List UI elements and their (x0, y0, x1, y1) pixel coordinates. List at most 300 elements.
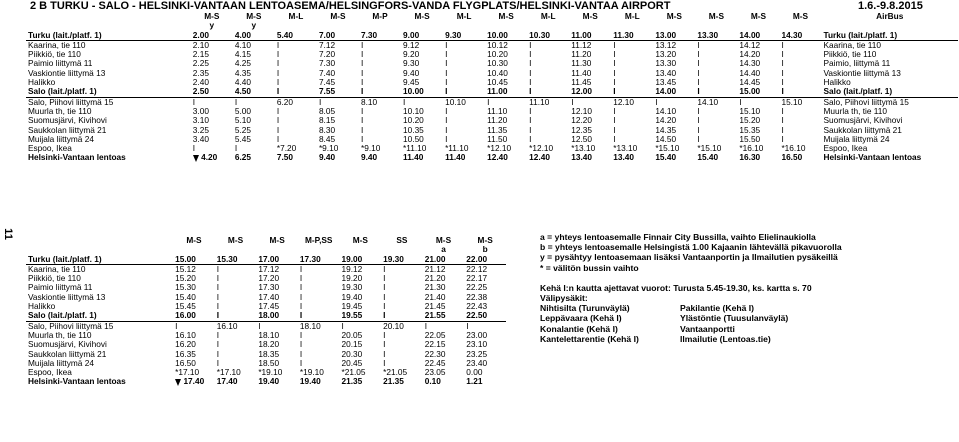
departure-time: I (529, 59, 532, 69)
departure-time: 11.45 (571, 78, 592, 88)
table-row (26, 293, 506, 302)
departure-time: 15.45 (175, 302, 196, 312)
departure-time: I (299, 292, 303, 302)
departure-time: *17.10 (175, 368, 200, 378)
departure-time: 13.40 (571, 153, 592, 163)
departure-time: 17.00 (256, 255, 298, 265)
stop-name: Muijala liittymä 24 (28, 358, 94, 368)
departure-time: 20.30 (341, 349, 363, 359)
departure-time: I (403, 97, 406, 107)
departure-time: 21.35 (383, 377, 404, 387)
operating-days: M-S (477, 236, 493, 245)
stop-name: Konalantie (Kehä I) (540, 323, 618, 334)
departure-time: 19.40 (341, 292, 363, 302)
departure-time: I (529, 125, 532, 135)
departure-time: 16.20 (175, 340, 196, 350)
stop-name: Salo (lait./platf. 1) (26, 87, 191, 97)
blank-cell (26, 245, 173, 254)
departure-time: 17.45 (258, 302, 280, 312)
departure-time: *13.10 (571, 144, 596, 154)
route-title: 2 B TURKU - SALO - HELSINKI-VANTAAN LENTOASEMA/HELSINGFORS-VANDA FLYGPLATS/HELSINKI-VANTAA AIRPORT (30, 0, 671, 12)
departure-time: 17.30 (298, 255, 340, 265)
departure-time: 19.30 (341, 283, 363, 293)
departure-time: I (781, 125, 784, 135)
departure-time: *21.05 (341, 368, 366, 378)
departure-time: 11.30 (571, 59, 592, 69)
departure-time: 22.17 (466, 274, 488, 284)
departure-time: 15.12 (175, 264, 196, 274)
stop-name: Piikkiö, tie 110 (28, 50, 81, 60)
departure-time: I (192, 144, 196, 154)
departure-time: I (192, 97, 196, 107)
departure-time: 12.20 (571, 116, 592, 126)
departure-time: 10.30 (527, 31, 569, 41)
stop-name-right: Espoo, Ikea (823, 144, 868, 154)
departure-time: 20.05 (341, 330, 363, 340)
departure-time: 7.30 (318, 59, 336, 69)
departure-time: 5.00 (234, 106, 251, 116)
departure-time: 14.10 (697, 97, 719, 107)
blank-cell (26, 12, 191, 21)
note-marker (737, 21, 779, 30)
departure-time: 10.00 (401, 87, 443, 97)
page-number: 11 (1, 228, 14, 240)
departure-time: 20.15 (341, 340, 363, 350)
departure-time: I (216, 358, 220, 368)
table-row (26, 264, 506, 274)
departure-time: 11.00 (485, 87, 527, 97)
departure-time: I (697, 116, 700, 126)
departure-time: I (445, 134, 448, 144)
days-row (26, 236, 506, 245)
operating-days: M-S (582, 12, 598, 21)
departure-time: 20.45 (341, 358, 363, 368)
departure-time: 6.20 (276, 97, 294, 107)
departure-time: I (360, 125, 364, 135)
departure-time: I (781, 40, 784, 50)
blank-cell (822, 21, 959, 30)
departure-time: 12.50 (571, 134, 592, 144)
departure-time: 13.12 (655, 40, 677, 50)
departure-time: 13.30 (695, 31, 737, 41)
departure-time: I (613, 134, 616, 144)
departure-time: *19.10 (299, 368, 324, 378)
table-row (26, 302, 506, 311)
departure-time: 13.45 (655, 78, 677, 88)
departure-time: 21.35 (341, 377, 363, 387)
departure-time: 13.30 (655, 59, 677, 69)
departure-time: I (739, 97, 742, 107)
departure-time: I (424, 321, 428, 331)
departure-time: 14.12 (739, 40, 761, 50)
blank-cell (26, 236, 173, 245)
departure-time: *19.10 (258, 368, 283, 378)
table-row (26, 144, 958, 153)
departure-time: 15.30 (175, 283, 196, 293)
note-marker (340, 245, 382, 254)
departure-time: I (383, 292, 386, 302)
departure-time: 10.10 (445, 97, 466, 107)
departure-time: *11.10 (445, 144, 469, 154)
departure-time: I (529, 106, 532, 116)
departure-time: I (655, 97, 658, 107)
departure-time: I (697, 134, 700, 144)
departure-time: I (613, 116, 616, 126)
departure-time: 16.50 (781, 153, 803, 163)
departure-time: I (276, 40, 280, 50)
departure-time: 12.40 (529, 153, 550, 163)
departure-time: I (445, 125, 448, 135)
note-marker (275, 21, 317, 30)
departure-time: 16.50 (175, 358, 196, 368)
departure-time: 23.10 (466, 340, 488, 350)
departure-time: I (341, 321, 344, 331)
departure-time: 19.12 (341, 264, 363, 274)
departure-time: 19.55 (340, 311, 382, 321)
stop-name: Nihtisilta (Turunväylä) (540, 303, 630, 314)
departure-time: 1.21 (466, 377, 483, 387)
departure-time: 18.50 (258, 358, 280, 368)
departure-time: I (216, 274, 220, 284)
note-marker (359, 21, 401, 30)
departure-time: 22.15 (424, 340, 446, 350)
table-row (26, 255, 506, 265)
departure-time: I (781, 78, 784, 88)
departure-time: 4.25 (234, 59, 251, 69)
departure-time: I (445, 106, 448, 116)
operating-days: M-S (708, 12, 724, 21)
operating-days: M-P,SS (304, 236, 333, 245)
table-row (26, 126, 958, 135)
departure-time: 9.30 (443, 31, 485, 41)
departure-time: I (781, 50, 784, 60)
time-text: 17.40 (181, 377, 205, 387)
departure-time: 21.12 (424, 264, 446, 274)
departure-time: 9.40 (403, 68, 420, 78)
departure-time: 3.10 (192, 116, 209, 126)
departure-time: I (781, 106, 784, 116)
operating-days: M-S (186, 236, 202, 245)
departure-time: I (445, 116, 448, 126)
departure-time: *13.10 (613, 144, 638, 154)
departure-time: 11.10 (529, 97, 550, 107)
departure-time: I (381, 311, 423, 321)
departure-time: I (383, 349, 386, 359)
departure-time (173, 377, 215, 386)
departure-time: I (360, 116, 364, 126)
departure-time: I (613, 59, 616, 69)
departure-time: 21.20 (424, 274, 446, 284)
stop-name: Kantelettarentie (Kehä I) (540, 333, 639, 344)
departure-time: 16.10 (216, 321, 238, 331)
departure-time: 22.30 (424, 349, 446, 359)
departure-time: 4.50 (233, 87, 275, 97)
stop-name: Muijala liittymä 24 (28, 134, 94, 144)
stop-name-right: Salo, Piihovi liittymä 15 (823, 97, 909, 107)
stop-name: Kaarina, tie 110 (28, 264, 86, 274)
departure-time: 7.12 (318, 40, 336, 50)
note-marker: a (441, 245, 446, 255)
departure-time: I (276, 116, 280, 126)
departure-time: I (529, 68, 532, 78)
departure-time: I (613, 50, 616, 60)
departure-time: I (697, 125, 700, 135)
departure-time: 12.10 (571, 106, 592, 116)
departure-time: 19.40 (299, 377, 321, 387)
stop-name-right: Suomusjärvi, Kivihovi (823, 116, 903, 126)
table-row (26, 311, 506, 321)
stop-name-right: Saukkolan liittymä 21 (823, 125, 902, 135)
departure-time: 11.10 (487, 106, 508, 116)
departure-time: I (215, 311, 257, 321)
departure-time: I (276, 134, 280, 144)
stop-name: Turku (lait./platf. 1) (26, 255, 173, 265)
departure-time: I (216, 330, 220, 340)
table-row (26, 87, 958, 97)
validity-dates: 1.6.-9.8.2015 (858, 0, 923, 12)
departure-time: I (466, 321, 469, 331)
departure-time: 3.40 (192, 134, 209, 144)
departure-time: 10.35 (403, 125, 424, 135)
departure-time: 2.50 (191, 87, 233, 97)
departure-time (191, 153, 233, 162)
departure-time: 19.45 (341, 302, 363, 312)
departure-time: 0.10 (424, 377, 441, 387)
note-marker (381, 245, 423, 254)
departure-time: 14.45 (739, 78, 761, 88)
stop-name: Vaskiontie liittymä 13 (28, 68, 106, 78)
departure-time: 15.00 (173, 255, 215, 265)
timetable-bottom (26, 236, 506, 387)
stop-name: Halikko (28, 78, 56, 88)
stop-name: Leppävaara (Kehä I) (540, 313, 622, 324)
departure-time: 19.30 (381, 255, 423, 265)
departure-time: I (697, 59, 700, 69)
stop-name: Salo (lait./platf. 1) (26, 311, 173, 321)
departure-time: 8.15 (318, 116, 336, 126)
departure-time: 14.20 (739, 50, 761, 60)
departure-time: 19.40 (258, 377, 280, 387)
departure-time: I (360, 40, 364, 50)
operating-days: SS (396, 236, 408, 245)
operating-days: M-S (414, 12, 430, 21)
stop-name-right: Helsinki-Vantaan lentoas (823, 153, 922, 163)
departure-time: 15.10 (739, 106, 761, 116)
operating-days: M-S (666, 12, 682, 21)
airbus-label: AirBus (876, 12, 904, 21)
departure-time: I (175, 321, 178, 331)
departure-time: 22.43 (466, 302, 488, 312)
departure-time: I (445, 50, 448, 60)
departure-time: I (234, 97, 238, 107)
departure-time: 14.35 (655, 125, 677, 135)
departure-time: 12.35 (571, 125, 592, 135)
departure-time: *9.10 (318, 144, 339, 154)
stop-name: Paimio liittymä 11 (28, 283, 93, 293)
departure-time: *16.10 (781, 144, 806, 154)
note-marker (298, 245, 340, 254)
departure-time: I (360, 106, 364, 116)
departure-time: 8.05 (318, 106, 336, 116)
departure-time: I (445, 59, 448, 69)
departure-time: 8.30 (318, 125, 336, 135)
departure-time: 10.40 (487, 68, 508, 78)
departure-time: I (299, 274, 303, 284)
departure-time: I (383, 340, 386, 350)
departure-time: I (318, 97, 322, 107)
legend-line: b = yhteys lentoasemalle Helsingistä 1.00 Kajaanin lähtevällä pikavuorolla (540, 242, 842, 253)
departure-time: 5.40 (275, 31, 317, 41)
departure-time: I (360, 78, 364, 88)
departure-time: I (529, 78, 532, 88)
stop-name: Suomusjärvi, Kivihovi (28, 116, 107, 126)
stop-name: Vantaanportti (680, 323, 735, 334)
departure-time: I (613, 106, 616, 116)
departure-time: 2.10 (192, 40, 209, 50)
departure-time: 16.00 (173, 311, 215, 321)
departure-time: I (487, 97, 490, 107)
operating-days: M-S (498, 12, 514, 21)
departure-time: *21.05 (383, 368, 408, 378)
departure-time: 12.00 (569, 87, 611, 97)
departure-time: 5.25 (234, 125, 251, 135)
departure-time: 9.12 (403, 40, 420, 50)
table-row (26, 31, 958, 41)
note-marker (695, 21, 737, 30)
note-marker: y (209, 21, 215, 31)
stop-name: Salo, Piihovi liittymä 15 (28, 97, 114, 107)
table-row (26, 153, 958, 162)
departure-time: 11.40 (403, 153, 424, 163)
note-marker (215, 245, 257, 254)
departure-time: 4.00 (233, 31, 275, 41)
table-row (26, 321, 506, 331)
departure-time: 7.30 (359, 31, 401, 41)
operating-days: M-S (792, 12, 809, 21)
departure-time: 21.00 (423, 255, 465, 265)
table-row (26, 135, 958, 144)
note-marker (653, 21, 695, 30)
departure-time: I (216, 292, 220, 302)
departure-time: 2.35 (192, 68, 209, 78)
departure-time: 17.40 (258, 292, 280, 302)
departure-time: 7.45 (318, 78, 336, 88)
departure-time: 7.55 (317, 87, 359, 97)
departure-time: 14.10 (655, 106, 677, 116)
stop-name-right: Halikko (823, 78, 851, 88)
stop-name-right: Muurla th, tie 110 (823, 106, 887, 116)
departure-time: 11.30 (611, 31, 653, 41)
departure-time: I (571, 97, 574, 107)
departure-time: 11.20 (487, 116, 508, 126)
departure-time: I (276, 50, 280, 60)
departure-time: I (275, 87, 317, 97)
departure-time: *12.10 (529, 144, 554, 154)
note-marker (317, 21, 359, 30)
legend-line: * = välitön bussin vaihto (540, 262, 639, 273)
note-marker (527, 21, 569, 30)
departure-time: 14.30 (739, 59, 761, 69)
table-row (26, 107, 958, 116)
departure-time: 18.35 (258, 349, 280, 359)
departure-time: 22.12 (466, 264, 488, 274)
departure-time: 9.00 (401, 31, 443, 41)
departure-time: I (299, 283, 303, 293)
table-row (26, 78, 958, 87)
departure-time: 10.10 (403, 106, 424, 116)
stop-name: Kaarina, tie 110 (28, 40, 86, 50)
departure-time: 15.40 (175, 292, 196, 302)
departure-time: *15.10 (697, 144, 722, 154)
departure-time: 21.55 (423, 311, 465, 321)
days-row (26, 12, 958, 21)
departure-time: I (443, 87, 485, 97)
departure-time: I (359, 87, 401, 97)
operating-days: M-L (288, 12, 304, 21)
departure-time: 11.40 (445, 153, 466, 163)
departure-time: I (299, 358, 303, 368)
departure-time: 16.10 (175, 330, 196, 340)
departure-time: 3.25 (192, 125, 209, 135)
departure-time: 17.20 (258, 274, 280, 284)
departure-time: 7.20 (318, 50, 336, 60)
table-row (26, 359, 506, 368)
departure-time: *7.20 (276, 144, 297, 154)
note-marker (401, 21, 443, 30)
departure-time: I (299, 302, 303, 312)
departure-time: I (613, 78, 616, 88)
departure-time: I (781, 134, 784, 144)
departure-time: 15.10 (781, 97, 803, 107)
departure-time: 11.00 (569, 31, 611, 41)
operating-days: M-L (540, 12, 556, 21)
departure-time: 15.20 (739, 116, 761, 126)
departure-time: 2.40 (192, 78, 209, 88)
stop-name-right: Turku (lait./platf. 1) (822, 31, 959, 41)
departure-time: 15.40 (697, 153, 719, 163)
departure-time: *9.10 (360, 144, 381, 154)
stop-name: Piikkiö, tie 110 (28, 274, 81, 284)
departure-time: 16.30 (739, 153, 761, 163)
operating-days: M-S (330, 12, 346, 21)
stop-name-right: Paimio, liittymä 11 (823, 59, 891, 69)
departure-time: 4.35 (234, 68, 251, 78)
departure-time: 17.12 (258, 264, 280, 274)
departure-time: 14.00 (737, 31, 779, 41)
departure-time: 11.35 (487, 125, 508, 135)
departure-time: 11.50 (487, 134, 508, 144)
departure-time: I (234, 144, 238, 154)
table-row (26, 50, 958, 59)
operating-days: M-L (624, 12, 640, 21)
stop-name: Pakilantie (Kehä I) (680, 303, 755, 314)
departure-time: I (216, 264, 220, 274)
departure-time: 17.40 (216, 377, 238, 387)
departure-time: 9.40 (318, 153, 336, 163)
departure-time: 19.00 (340, 255, 382, 265)
departure-time: 18.10 (258, 330, 280, 340)
note-marker (443, 21, 485, 30)
departure-time: 18.20 (258, 340, 280, 350)
departure-time: 10.12 (487, 40, 508, 50)
ring-road-note: Kehä I:n kautta ajettavat vuorot: Turusta 5.45-19.30, ks. kartta s. 70 (540, 282, 812, 293)
departure-time: 14.50 (655, 134, 677, 144)
departure-time: I (258, 321, 261, 331)
departure-time: 18.10 (299, 321, 321, 331)
departure-time: 14.20 (655, 116, 677, 126)
departure-time: I (360, 50, 364, 60)
departure-time: I (529, 134, 532, 144)
